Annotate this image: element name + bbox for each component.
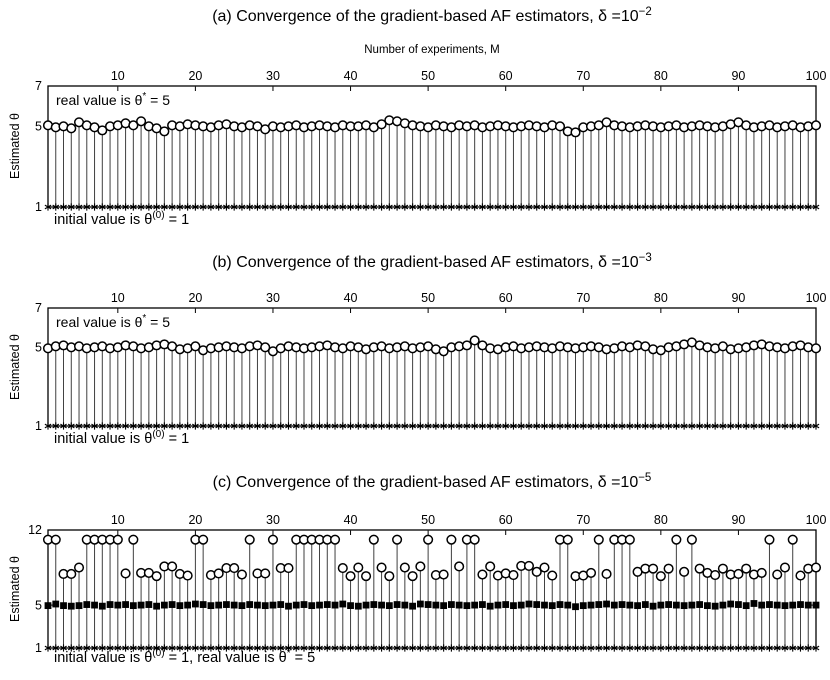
x-axis-ticks bbox=[111, 291, 827, 313]
x-tick-label: 60 bbox=[498, 513, 513, 527]
x-tick-label: 30 bbox=[266, 291, 280, 305]
subplot-a-title-text: (a) Convergence of the gradient-based AF estimators, δ =10 bbox=[212, 8, 639, 25]
y-tick-label: 5 bbox=[35, 598, 42, 613]
x-tick-label: 10 bbox=[110, 69, 125, 83]
square-markers bbox=[45, 600, 820, 610]
subplot-c-values-annotation: initial value is $\theta^{(0)} = 1$, real value is θ* = 5 bbox=[54, 648, 316, 666]
x-axis-ticks bbox=[111, 513, 827, 535]
subplot-a-ylabel: Estimated θ bbox=[8, 112, 22, 180]
x-tick-label: 20 bbox=[188, 291, 203, 305]
circle-markers bbox=[44, 336, 821, 355]
subplot-c-title bbox=[34, 471, 830, 492]
subplot-c-ylabel: Estimated θ bbox=[8, 555, 22, 623]
x-tick-label: 80 bbox=[653, 291, 668, 305]
x-tick-label: 40 bbox=[343, 513, 358, 527]
y-tick-label: 7 bbox=[35, 79, 42, 94]
y-tick-label: 12 bbox=[28, 523, 42, 538]
x-tick-label: 70 bbox=[576, 69, 591, 83]
y-tick-label: 1 bbox=[35, 200, 42, 215]
x-tick-label: 10 bbox=[110, 291, 125, 305]
x-tick-label: 70 bbox=[576, 291, 591, 305]
x-tick-label: 60 bbox=[498, 291, 513, 305]
subplot-b-plot bbox=[35, 291, 826, 433]
x-tick-label: 30 bbox=[266, 513, 280, 527]
subplot-b-initial-value-annotation: initial value is $\theta^{(0)} = 1$ bbox=[54, 429, 190, 447]
subplot-a-real-value-annotation: real value is θ* = 5 bbox=[56, 91, 171, 108]
circle-markers bbox=[44, 535, 821, 580]
subplot-c-title-text: (c) Convergence of the gradient-based AF estimators, δ =10 bbox=[212, 474, 639, 491]
y-tick-label: 1 bbox=[35, 419, 42, 434]
y-axis-ticks bbox=[28, 523, 815, 655]
x-tick-label: 20 bbox=[188, 69, 203, 83]
x-tick-label: 80 bbox=[653, 513, 668, 527]
stem-lines bbox=[48, 340, 816, 426]
y-tick-label: 5 bbox=[35, 119, 42, 134]
x-tick-label: 100 bbox=[805, 69, 827, 83]
subplot-c-title-exponent: −5 bbox=[638, 471, 652, 484]
subplot-b-title bbox=[34, 251, 830, 272]
stem-lines bbox=[48, 540, 816, 648]
x-tick-label: 90 bbox=[731, 291, 746, 305]
subplot-c-plot bbox=[28, 513, 826, 655]
x-tick-label: 40 bbox=[343, 69, 358, 83]
x-tick-label: 100 bbox=[805, 513, 827, 527]
subplot-a-top-axis-label: Number of experiments, M bbox=[364, 44, 500, 56]
subplot-b-ylabel: Estimated θ bbox=[8, 333, 22, 401]
x-tick-label: 40 bbox=[343, 291, 358, 305]
x-tick-label: 70 bbox=[576, 513, 591, 527]
x-tick-label: 10 bbox=[110, 513, 125, 527]
subplot-a-plot bbox=[35, 69, 826, 214]
y-tick-label: 1 bbox=[35, 641, 42, 656]
x-tick-label: 90 bbox=[731, 513, 746, 527]
x-tick-label: 60 bbox=[498, 69, 513, 83]
subplot-b-title-text: (b) Convergence of the gradient-based AF estimators, δ =10 bbox=[212, 254, 639, 271]
x-tick-label: 80 bbox=[653, 69, 668, 83]
x-tick-label: 50 bbox=[421, 513, 436, 527]
subplot-b-real-value-annotation: real value is θ* = 5 bbox=[56, 313, 171, 330]
subplot-a-title bbox=[34, 5, 830, 26]
axes-box bbox=[48, 530, 816, 648]
circle-markers bbox=[44, 116, 821, 137]
subplot-a-initial-value-annotation: initial value is $\theta^{(0)} = 1$ bbox=[54, 210, 190, 228]
x-tick-label: 50 bbox=[421, 291, 436, 305]
subplot-a-title-exponent: −2 bbox=[638, 5, 652, 18]
x-tick-label: 30 bbox=[266, 69, 280, 83]
y-tick-label: 7 bbox=[35, 301, 42, 316]
x-tick-label: 100 bbox=[805, 291, 827, 305]
x-axis-ticks bbox=[111, 69, 827, 91]
x-tick-label: 20 bbox=[188, 513, 203, 527]
subplot-b-title-exponent: −3 bbox=[638, 251, 652, 264]
x-tick-label: 50 bbox=[421, 69, 436, 83]
x-tick-label: 90 bbox=[731, 69, 746, 83]
y-tick-label: 5 bbox=[35, 340, 42, 355]
